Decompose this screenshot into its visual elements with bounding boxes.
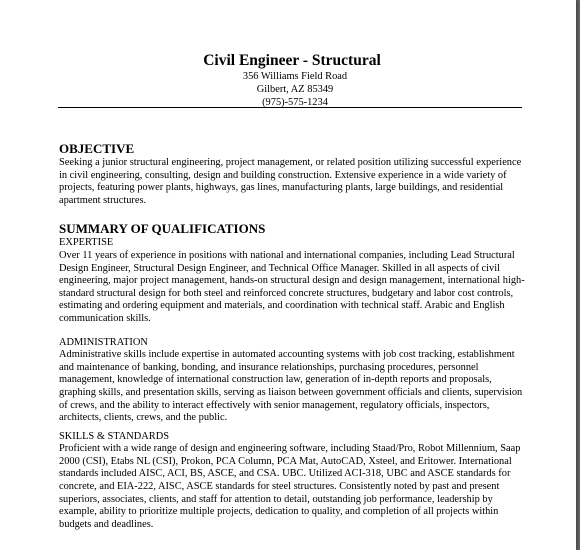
objective-heading: OBJECTIVE	[59, 141, 135, 156]
resume-body	[59, 141, 529, 531]
summary-section	[59, 221, 529, 531]
administration-label: ADMINISTRATION	[59, 336, 148, 348]
summary-heading: SUMMARY OF QUALIFICATIONS	[59, 221, 266, 237]
phone-number: (975)-575-1234	[262, 97, 328, 108]
expertise-text: Over 11 years of experience in positions with national and international companies, including Lead Structural Design Engineer, Structural Design Engineer, and Technical Office Manager. Skilled in all aspects of civil engineering, major project management, hands-on structural design and design management, international high-standard structural design for both steel and reinforced concrete structures, budgetary and labor cost controls, estimating and ordering equipment and materials, and coordination with technical staff. Arabic and English communication skills.	[59, 249, 525, 324]
administration-text: Administrative skills include expertise in automated accounting systems with job cost tracking, establishment and maintenance of banking, bonding, and insurance relationships, purchasing procedures, personnel management, knowledge of international construction law, generation of in-depth reports and proposals, graphing skills, and presentation skills, serving as liaison between government officials and clients, supervision of crews, and the ability to interact effectively with senior management, regulatory officials, inspectors, architects, clients, crews, and the public.	[59, 349, 523, 424]
address-line-2: Gilbert, AZ 85349	[256, 84, 334, 95]
objective-text: Seeking a junior structural engineering, project management, or related position utilizing successful experience in civil engineering, consulting, design and building construction. Extensive experience in a wide variety of projects, featuring power plants, highways, gas lines, manufacturing plants, large buildings, and residential apartment structures.	[59, 157, 522, 206]
skills-text: Proficient with a wide range of design and engineering software, including Staad/Pro, Robot Millennium, Saap 2000 (CSI), Etabs NL (CSI), Prokon, PCA Column, PCA Mat, AutoCAD, Xsteel, and Eritower. International standards included AISC, ACI, BS, ASCE, and CSA. UBC. Utilized ACI-318, UBC and ASCE standards for concrete, and EIA-222, AISC, ASCE standards for steel structures. Consistently noted by past and present superiors, associates, clients, and staff for attention to detail, outstanding job performance, leadership by example, ability to prioritize multiple projects, dedication to quality, and completion of all projects within budgets and deadlines.	[59, 443, 521, 530]
skills-label: SKILLS & STANDARDS	[59, 430, 170, 442]
expertise-label: EXPERTISE	[59, 237, 114, 249]
objective-section	[59, 141, 529, 207]
address-line-1: 356 Williams Field Road	[242, 71, 348, 82]
resume-header	[0, 52, 576, 109]
resume-title: Civil Engineer - Structural	[203, 52, 381, 69]
header-divider	[58, 107, 522, 108]
